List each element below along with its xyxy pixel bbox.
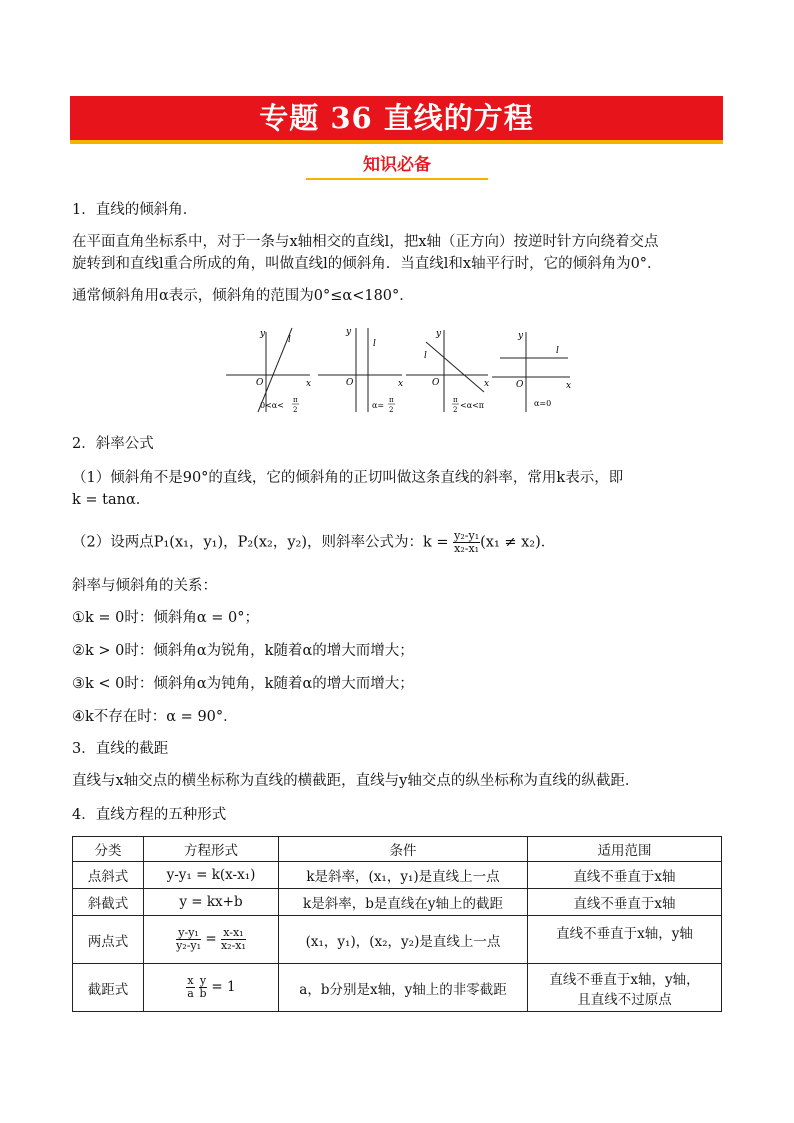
graph1-label: 0<α< <box>260 401 284 410</box>
graph2-num: π <box>389 396 394 404</box>
graph2-x: x <box>398 379 404 389</box>
graph2-origin: O <box>346 378 354 388</box>
frac-num: y <box>199 973 207 987</box>
relation-1: ①k = 0时：倾斜角α = 0°； <box>72 610 260 626</box>
cell-type: 截距式 <box>73 964 144 1012</box>
table-row <box>73 916 722 964</box>
graph3-den: 2 <box>453 406 458 414</box>
slope-formula-lead: （2）设两点P₁(x₁，y₁)，P₂(x₂，y₂)，则斜率公式为：k = <box>72 534 454 551</box>
graph2-label: α= <box>372 401 385 410</box>
graph1-num: π <box>293 396 298 404</box>
graph-zero <box>492 331 571 412</box>
graph3-y: y <box>436 329 442 339</box>
graph2-y: y <box>346 327 352 337</box>
cell-form: y-y₁ = k(x-x₁) <box>144 862 279 889</box>
intercept-frac-right <box>199 975 207 1000</box>
s2-paragraph-1: （1）倾斜角不是90°的直线，它的倾斜角的正切叫做这条直线的斜率，常用k表示，即 <box>72 470 624 486</box>
s1-paragraph-1: 在平面直角坐标系中，对于一条与x轴相交的直线l，把x轴（正方向）按逆时针方向绕着交点 <box>72 234 659 250</box>
graph4-y: y <box>518 331 524 341</box>
cell-range: 直线不垂直于x轴 <box>528 862 722 889</box>
cell-type: 点斜式 <box>73 862 144 889</box>
relation-3: ③k < 0时：倾斜角α为钝角，k随着α的增大而增大； <box>72 676 414 692</box>
cell-form <box>144 964 279 1012</box>
graph2-line: l <box>373 339 376 349</box>
graph-acute <box>226 328 311 414</box>
graph1-y: y <box>260 329 266 339</box>
frac-num: y-y₁ <box>176 927 201 940</box>
table-row <box>73 964 722 1012</box>
page-title: 专题 36 直线的方程 <box>259 101 534 135</box>
slope-den: x₂-x₁ <box>454 542 480 556</box>
section-subtitle <box>306 152 488 180</box>
heading-1: 1．直线的倾斜角． <box>72 202 198 218</box>
graph3-num: π <box>453 396 458 404</box>
graph-obtuse <box>406 329 489 414</box>
s1-paragraph-3: 通常倾斜角用α表示，倾斜角的范围为0°≤α<180°． <box>72 288 414 304</box>
graph3-origin: O <box>432 378 440 388</box>
intercept-tail: = 1 <box>211 979 236 995</box>
graph4-label: α=0 <box>534 399 552 408</box>
header-range: 适用范围 <box>528 837 722 862</box>
slope-formula <box>72 530 555 555</box>
frac-den: a <box>187 987 194 1000</box>
graph1-origin: O <box>256 378 264 388</box>
frac-num: x-x₁ <box>221 927 246 940</box>
line-equation-forms-table <box>72 836 722 1012</box>
two-point-frac-left <box>176 927 201 952</box>
table-row <box>73 889 722 916</box>
intercept-frac-left <box>186 975 194 1000</box>
frac-den: x₂-x₁ <box>220 939 246 952</box>
cell-condition: k是斜率，(x₁，y₁)是直线上一点 <box>279 862 528 889</box>
graph4-line: l <box>556 346 559 356</box>
slope-fraction <box>453 530 480 555</box>
graph1-den: 2 <box>293 406 298 414</box>
slope-num: y₂-y₁ <box>454 529 480 542</box>
heading-4: 4．直线方程的五种形式 <box>72 807 227 823</box>
inclination-graphs <box>222 320 572 416</box>
title-banner <box>70 96 723 144</box>
header-form: 方程形式 <box>144 837 279 862</box>
subtitle-text: 知识必备 <box>363 155 431 175</box>
cell-type: 两点式 <box>73 916 144 964</box>
cell-type: 斜截式 <box>73 889 144 916</box>
header-type: 分类 <box>73 837 144 862</box>
s1-paragraph-2: 旋转到和直线l重合所成的角，叫做直线l的倾斜角．当直线l和x轴平行时，它的倾斜角为0°． <box>72 256 662 272</box>
graph2-den: 2 <box>389 406 394 414</box>
relation-4: ④k不存在时：α = 90°． <box>72 709 238 725</box>
frac-den: b <box>199 987 207 1000</box>
slope-formula-tail: (x₁ ≠ x₂)． <box>480 534 556 551</box>
cell-range <box>528 964 722 1012</box>
relation-intro: 斜率与倾斜角的关系： <box>72 578 217 594</box>
range-line-2: 且直线不过原点 <box>577 991 672 1008</box>
graph-right-angle <box>318 327 403 414</box>
graph4-x: x <box>566 381 572 391</box>
graph3-line: l <box>424 351 427 361</box>
graph4-origin: O <box>516 380 524 390</box>
cell-form: $\frac{\text{y-y₁}}{\text{y₂-y₁}}$ = $\frac{\text{x-x₁}}{\text{x₂-x₁}}$ <box>144 916 279 964</box>
graph1-x: x <box>306 379 312 389</box>
s3-paragraph-1: 直线与x轴交点的横坐标称为直线的横截距，直线与y轴交点的纵坐标称为直线的纵截距． <box>72 773 640 789</box>
heading-2: 2．斜率公式 <box>72 436 154 452</box>
cell-condition: a，b分别是x轴，y轴上的非零截距 <box>279 964 528 1012</box>
frac-num: x <box>187 973 194 987</box>
graph1-line: l <box>288 335 291 345</box>
graph3-label: <α<π <box>460 401 485 410</box>
range-line-1: 直线不垂直于x轴，y轴， <box>549 971 700 988</box>
heading-3: 3．直线的截距 <box>72 741 169 757</box>
cell-range: 直线不垂直于x轴，y轴 <box>528 916 722 964</box>
frac-den: y₂-y₁ <box>176 939 202 952</box>
two-point-frac-right <box>221 927 246 952</box>
table-header-row <box>73 837 722 862</box>
cell-condition: (x₁，y₁)，(x₂，y₂)是直线上一点 <box>279 916 528 964</box>
cell-condition: k是斜率，b是直线在y轴上的截距 <box>279 889 528 916</box>
relation-2: ②k > 0时：倾斜角α为锐角，k随着α的增大而增大； <box>72 643 414 659</box>
table-row <box>73 862 722 889</box>
cell-form: y = kx+b <box>144 889 279 916</box>
cell-range: 直线不垂直于x轴 <box>528 889 722 916</box>
s2-paragraph-2: k = tanα． <box>72 492 151 508</box>
graph3-x: x <box>484 379 490 389</box>
header-condition: 条件 <box>279 837 528 862</box>
